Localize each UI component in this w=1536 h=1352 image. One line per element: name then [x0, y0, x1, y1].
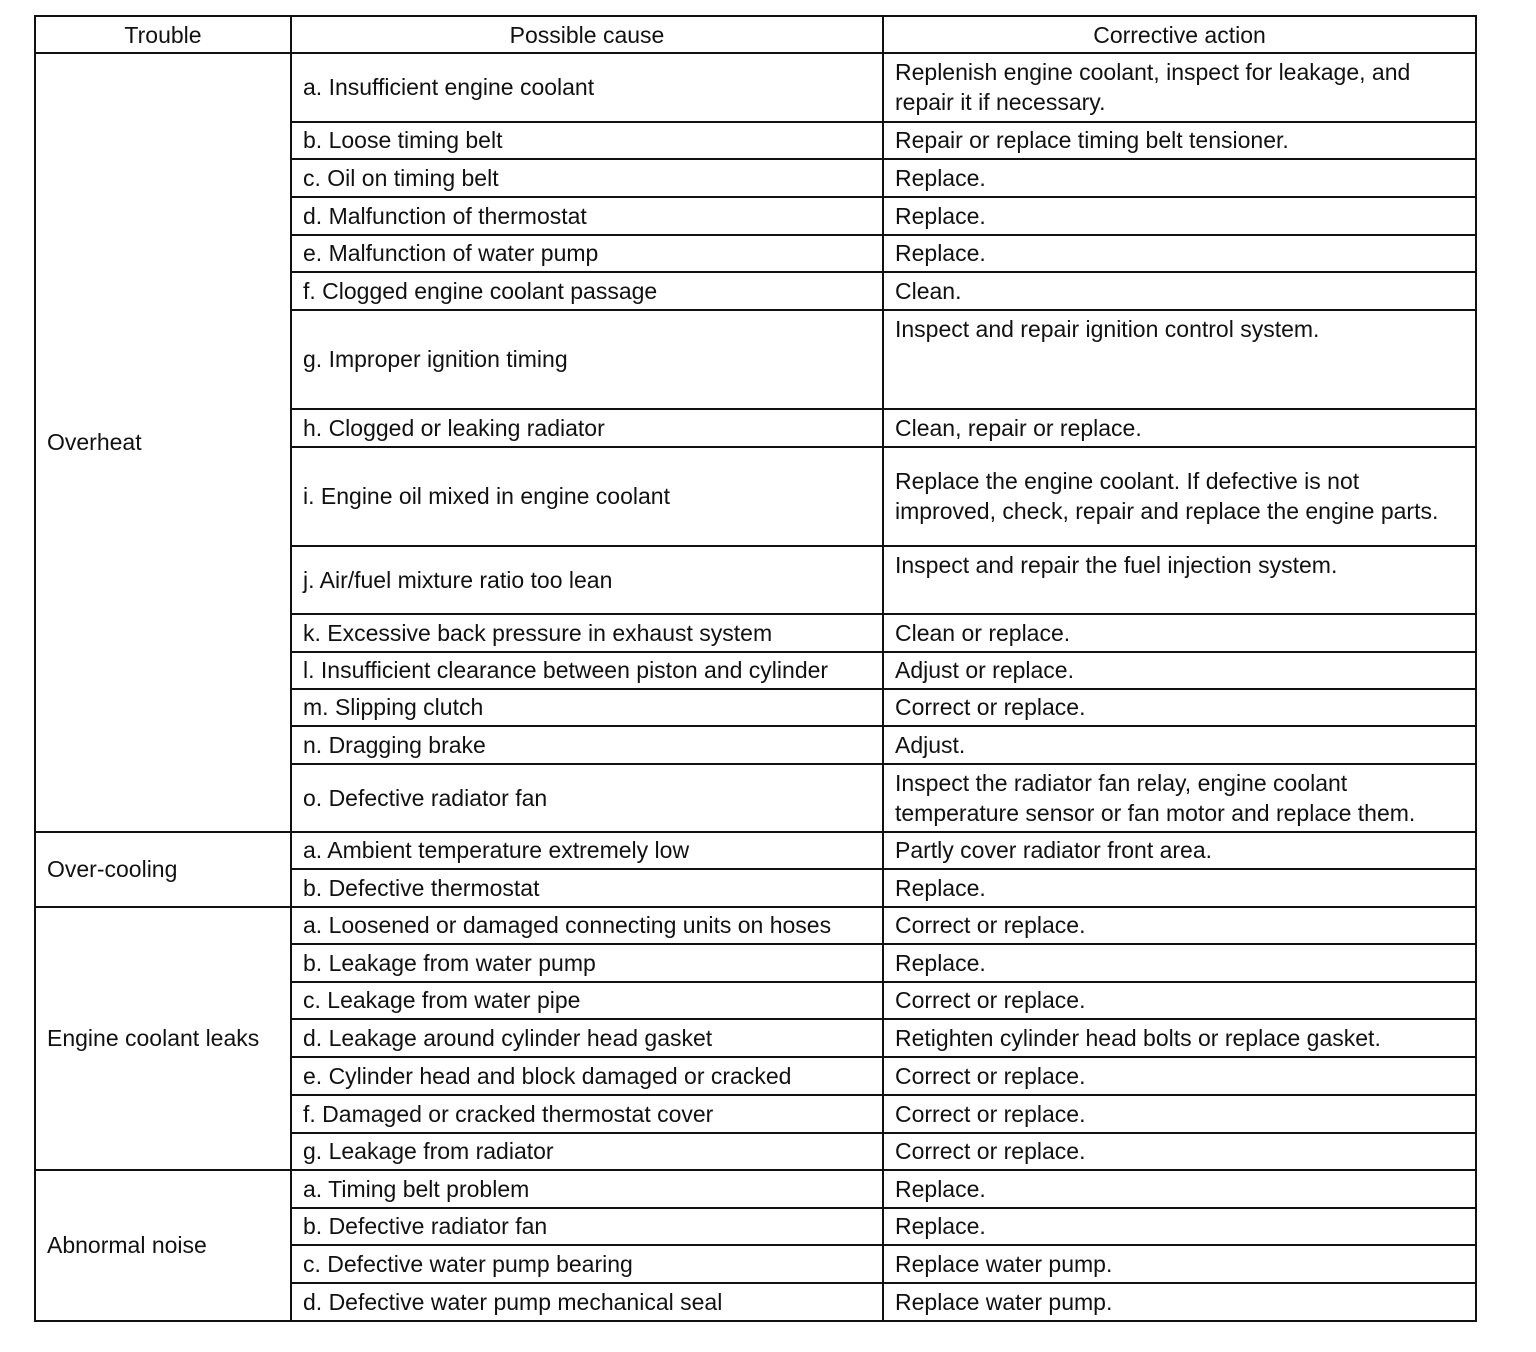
header-trouble: Trouble [35, 16, 291, 53]
action-cell: Inspect and repair the fuel injection system. [883, 546, 1476, 614]
action-cell: Inspect the radiator fan relay, engine coolant temperature sensor or fan motor and replace them. [883, 764, 1476, 832]
action-cell: Partly cover radiator front area. [883, 832, 1476, 869]
table-row [35, 832, 1476, 869]
action-cell: Replace water pump. [883, 1283, 1476, 1321]
trouble-cell: Engine coolant leaks [35, 907, 291, 1170]
action-cell: Adjust. [883, 726, 1476, 764]
troubleshooting-table [34, 15, 1477, 1322]
cause-cell: a. Insufficient engine coolant [291, 53, 883, 122]
cause-cell: e. Cylinder head and block damaged or cracked [291, 1057, 883, 1095]
trouble-cell: Over-cooling [35, 832, 291, 907]
cause-cell: d. Defective water pump mechanical seal [291, 1283, 883, 1321]
cause-cell: a. Timing belt problem [291, 1170, 883, 1208]
action-cell: Repair or replace timing belt tensioner. [883, 122, 1476, 159]
cause-cell: o. Defective radiator fan [291, 764, 883, 832]
cause-cell: m. Slipping clutch [291, 689, 883, 726]
action-cell: Replace. [883, 197, 1476, 235]
cause-cell: f. Clogged engine coolant passage [291, 272, 883, 310]
action-cell: Inspect and repair ignition control system. [883, 310, 1476, 409]
cause-cell: d. Leakage around cylinder head gasket [291, 1019, 883, 1057]
action-cell: Clean or replace. [883, 614, 1476, 652]
cause-cell: h. Clogged or leaking radiator [291, 409, 883, 447]
trouble-cell: Overheat [35, 53, 291, 832]
cause-cell: a. Loosened or damaged connecting units on hoses [291, 907, 883, 944]
cause-cell: g. Improper ignition timing [291, 310, 883, 409]
table-row [35, 1170, 1476, 1208]
cause-cell: c. Oil on timing belt [291, 159, 883, 197]
header-possible-cause: Possible cause [291, 16, 883, 53]
trouble-cell: Abnormal noise [35, 1170, 291, 1321]
cause-cell: i. Engine oil mixed in engine coolant [291, 447, 883, 546]
action-cell: Correct or replace. [883, 1133, 1476, 1170]
cause-cell: c. Leakage from water pipe [291, 982, 883, 1019]
cause-cell: k. Excessive back pressure in exhaust system [291, 614, 883, 652]
cause-cell: c. Defective water pump bearing [291, 1245, 883, 1283]
cause-cell: g. Leakage from radiator [291, 1133, 883, 1170]
cause-cell: b. Leakage from water pump [291, 944, 883, 982]
cause-cell: j. Air/fuel mixture ratio too lean [291, 546, 883, 614]
action-cell: Replace. [883, 1208, 1476, 1245]
table-body [35, 53, 1476, 1321]
header-corrective-action: Corrective action [883, 16, 1476, 53]
action-cell: Replace the engine coolant. If defective is not improved, check, repair and replace the engine parts. [883, 447, 1476, 546]
cause-cell: e. Malfunction of water pump [291, 235, 883, 272]
action-cell: Correct or replace. [883, 982, 1476, 1019]
action-cell: Correct or replace. [883, 1057, 1476, 1095]
cause-cell: f. Damaged or cracked thermostat cover [291, 1095, 883, 1133]
table-row [35, 907, 1476, 944]
action-cell: Correct or replace. [883, 1095, 1476, 1133]
cause-cell: l. Insufficient clearance between piston and cylinder [291, 652, 883, 689]
table-row [35, 53, 1476, 122]
table-header [35, 16, 1476, 53]
action-cell: Replenish engine coolant, inspect for leakage, and repair it if necessary. [883, 53, 1476, 122]
action-cell: Replace. [883, 869, 1476, 907]
action-cell: Retighten cylinder head bolts or replace gasket. [883, 1019, 1476, 1057]
cause-cell: n. Dragging brake [291, 726, 883, 764]
action-cell: Replace water pump. [883, 1245, 1476, 1283]
action-cell: Clean. [883, 272, 1476, 310]
action-cell: Replace. [883, 944, 1476, 982]
action-cell: Replace. [883, 159, 1476, 197]
cause-cell: b. Loose timing belt [291, 122, 883, 159]
cause-cell: b. Defective thermostat [291, 869, 883, 907]
cause-cell: a. Ambient temperature extremely low [291, 832, 883, 869]
action-cell: Correct or replace. [883, 689, 1476, 726]
action-cell: Clean, repair or replace. [883, 409, 1476, 447]
action-cell: Adjust or replace. [883, 652, 1476, 689]
action-cell: Replace. [883, 235, 1476, 272]
cause-cell: d. Malfunction of thermostat [291, 197, 883, 235]
action-cell: Correct or replace. [883, 907, 1476, 944]
action-cell: Replace. [883, 1170, 1476, 1208]
cause-cell: b. Defective radiator fan [291, 1208, 883, 1245]
header-row [35, 16, 1476, 53]
